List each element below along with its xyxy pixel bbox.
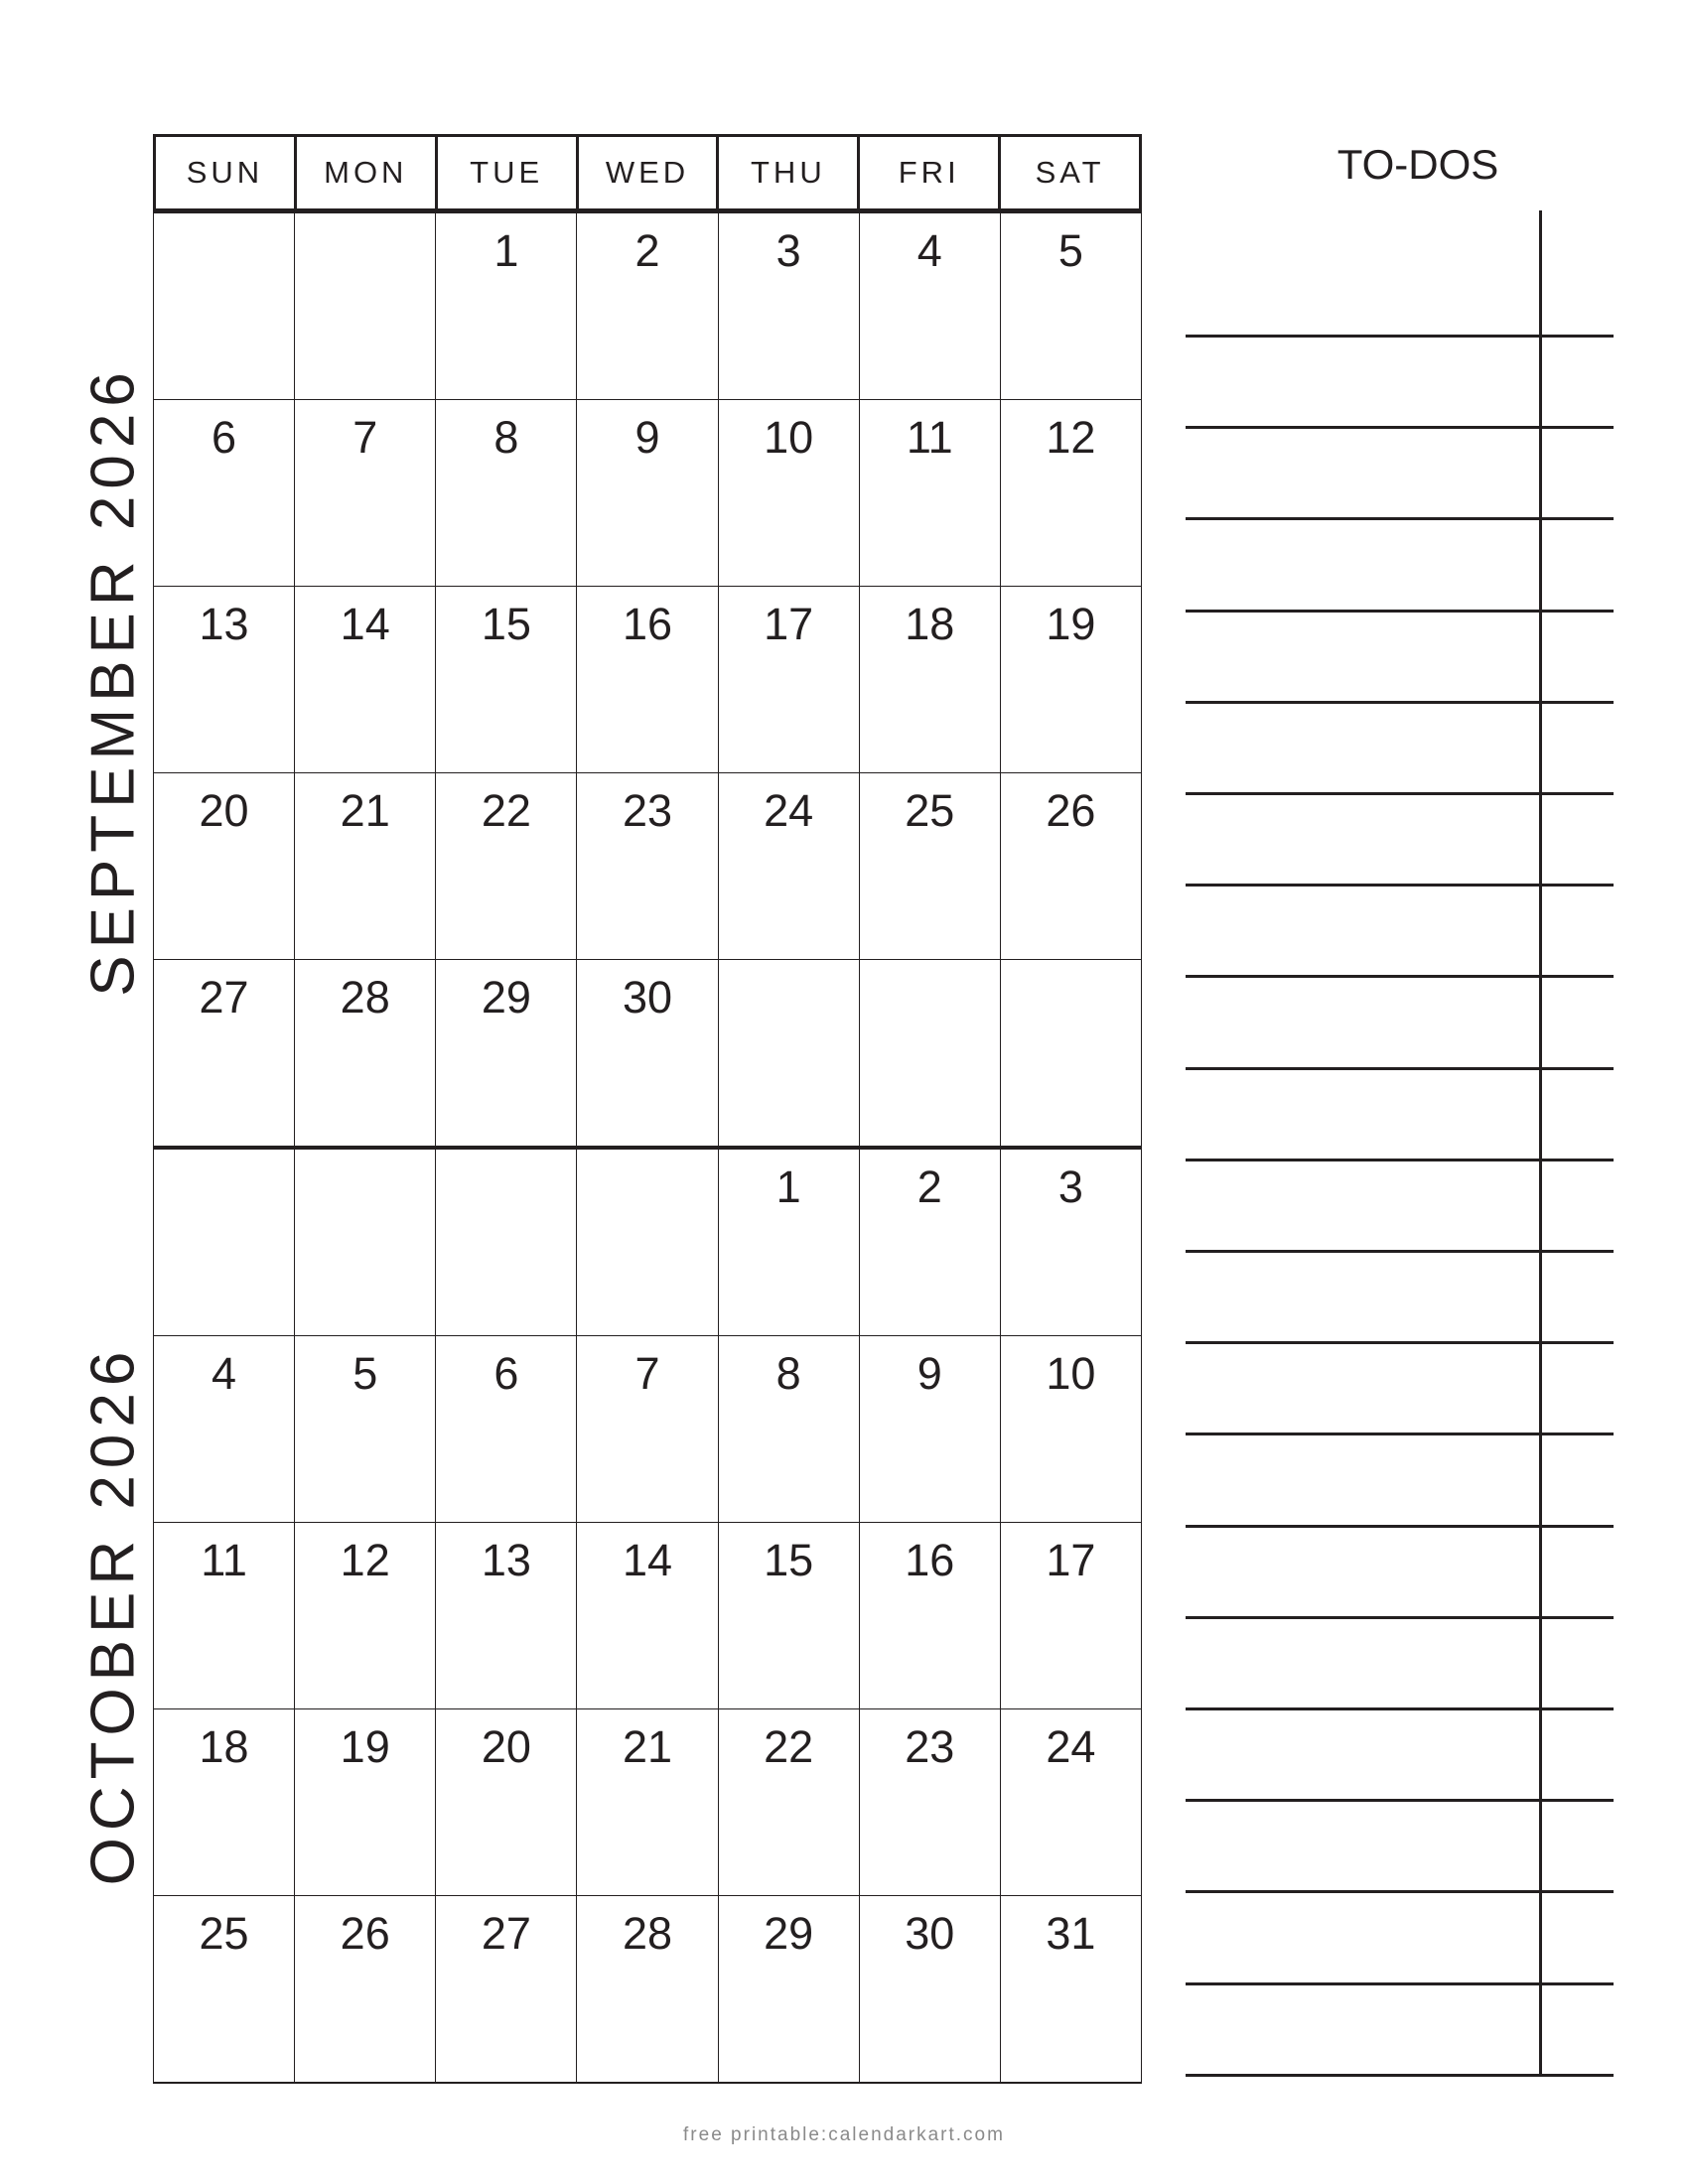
weekday-wed: WED bbox=[576, 137, 717, 208]
day-number: 18 bbox=[199, 1721, 249, 1772]
todos-title: TO-DOS bbox=[1336, 141, 1499, 188]
todo-line[interactable] bbox=[1186, 610, 1614, 613]
day-cell[interactable] bbox=[1000, 960, 1141, 1146]
day-cell[interactable] bbox=[435, 1523, 576, 1708]
day-cell[interactable] bbox=[294, 587, 435, 772]
weekday-tue: TUE bbox=[435, 137, 576, 208]
day-number: 24 bbox=[764, 785, 814, 836]
todo-line[interactable] bbox=[1186, 1341, 1614, 1344]
day-number: 14 bbox=[622, 1535, 673, 1585]
day-cell[interactable] bbox=[154, 1150, 294, 1335]
todo-line[interactable] bbox=[1186, 884, 1614, 887]
day-number: 3 bbox=[775, 225, 801, 276]
day-cell[interactable] bbox=[859, 587, 1000, 772]
month-label: OCTOBER 2026 bbox=[78, 1344, 148, 1886]
day-cell[interactable] bbox=[576, 1150, 717, 1335]
day-cell[interactable] bbox=[718, 1336, 859, 1522]
day-cell[interactable] bbox=[576, 400, 717, 586]
day-cell[interactable] bbox=[576, 1709, 717, 1895]
day-number: 9 bbox=[634, 412, 660, 463]
day-number: 10 bbox=[764, 412, 814, 463]
todos-checkbox-divider bbox=[1539, 210, 1542, 2075]
week-row bbox=[154, 586, 1141, 772]
weekday-sun: SUN bbox=[186, 155, 264, 190]
day-cell[interactable] bbox=[576, 213, 717, 399]
day-number: 4 bbox=[916, 225, 942, 276]
day-number: 11 bbox=[906, 412, 953, 463]
day-cell[interactable] bbox=[1000, 1709, 1141, 1895]
day-cell[interactable] bbox=[718, 1709, 859, 1895]
day-cell[interactable] bbox=[294, 400, 435, 586]
day-number: 4 bbox=[211, 1348, 237, 1399]
day-number: 1 bbox=[493, 225, 519, 276]
day-number: 15 bbox=[764, 1535, 814, 1585]
footer-credit: free printable:calendarkart.com bbox=[683, 2124, 1005, 2145]
day-cell[interactable] bbox=[1000, 1336, 1141, 1522]
day-number: 25 bbox=[199, 1908, 249, 1959]
day-cell[interactable] bbox=[294, 213, 435, 399]
todo-line[interactable] bbox=[1186, 1433, 1614, 1435]
day-number: 29 bbox=[764, 1908, 814, 1959]
weekday-fri: FRI bbox=[857, 137, 998, 208]
day-number: 1 bbox=[775, 1161, 801, 1212]
week-row bbox=[154, 772, 1141, 959]
day-cell[interactable] bbox=[154, 773, 294, 959]
day-cell[interactable] bbox=[718, 587, 859, 772]
day-cell[interactable] bbox=[718, 1150, 859, 1335]
day-number: 3 bbox=[1057, 1161, 1083, 1212]
day-cell[interactable] bbox=[859, 1523, 1000, 1708]
day-cell[interactable] bbox=[1000, 213, 1141, 399]
day-cell[interactable] bbox=[435, 1709, 576, 1895]
day-number: 18 bbox=[905, 599, 955, 649]
todo-line[interactable] bbox=[1186, 1159, 1614, 1161]
day-number: 29 bbox=[481, 972, 531, 1023]
day-number: 13 bbox=[481, 1535, 531, 1585]
day-cell[interactable] bbox=[435, 587, 576, 772]
day-cell[interactable] bbox=[859, 1896, 1000, 2082]
day-number: 17 bbox=[1046, 1535, 1096, 1585]
day-cell[interactable] bbox=[576, 1336, 717, 1522]
day-number: 2 bbox=[634, 225, 660, 276]
day-cell[interactable] bbox=[154, 213, 294, 399]
day-cell[interactable] bbox=[154, 587, 294, 772]
day-cell[interactable] bbox=[294, 1896, 435, 2082]
weekday-thu: THU bbox=[716, 137, 857, 208]
todo-line[interactable] bbox=[1186, 792, 1614, 795]
day-number: 2 bbox=[916, 1161, 942, 1212]
day-cell[interactable] bbox=[718, 960, 859, 1146]
day-number: 25 bbox=[905, 785, 955, 836]
day-number: 28 bbox=[622, 1908, 673, 1959]
todo-line[interactable] bbox=[1186, 1707, 1614, 1710]
todo-line[interactable] bbox=[1186, 335, 1614, 338]
week-row bbox=[154, 1335, 1141, 1522]
day-number: 13 bbox=[199, 599, 249, 649]
day-number: 28 bbox=[340, 972, 390, 1023]
day-cell[interactable] bbox=[435, 773, 576, 959]
todo-line[interactable] bbox=[1186, 1616, 1614, 1619]
day-cell[interactable] bbox=[154, 1523, 294, 1708]
day-cell[interactable] bbox=[718, 213, 859, 399]
day-cell[interactable] bbox=[1000, 1523, 1141, 1708]
day-number: 21 bbox=[622, 1721, 673, 1772]
weekday-header bbox=[153, 134, 1142, 213]
day-cell[interactable] bbox=[1000, 1896, 1141, 2082]
day-cell[interactable] bbox=[294, 1336, 435, 1522]
day-cell[interactable] bbox=[435, 1896, 576, 2082]
day-cell[interactable] bbox=[859, 1709, 1000, 1895]
day-number: 27 bbox=[199, 972, 249, 1023]
day-cell[interactable] bbox=[576, 1523, 717, 1708]
day-number: 6 bbox=[493, 1348, 519, 1399]
todo-line[interactable] bbox=[1186, 1067, 1614, 1070]
day-cell[interactable] bbox=[435, 1150, 576, 1335]
day-number: 30 bbox=[905, 1908, 955, 1959]
day-cell[interactable] bbox=[576, 960, 717, 1146]
day-cell[interactable] bbox=[576, 587, 717, 772]
day-cell[interactable] bbox=[859, 1150, 1000, 1335]
todo-line[interactable] bbox=[1186, 701, 1614, 704]
day-cell[interactable] bbox=[435, 1336, 576, 1522]
month-label: SEPTEMBER 2026 bbox=[78, 365, 148, 997]
day-cell[interactable] bbox=[154, 400, 294, 586]
todo-line[interactable] bbox=[1186, 426, 1614, 429]
day-number: 7 bbox=[634, 1348, 660, 1399]
day-cell[interactable] bbox=[154, 1336, 294, 1522]
day-number: 21 bbox=[340, 785, 390, 836]
day-cell[interactable] bbox=[1000, 773, 1141, 959]
day-cell[interactable] bbox=[718, 773, 859, 959]
day-number: 12 bbox=[1046, 412, 1096, 463]
day-cell[interactable] bbox=[859, 400, 1000, 586]
day-number: 30 bbox=[622, 972, 673, 1023]
day-number: 26 bbox=[1046, 785, 1096, 836]
day-cell[interactable] bbox=[1000, 1150, 1141, 1335]
day-cell[interactable] bbox=[435, 213, 576, 399]
day-cell[interactable] bbox=[435, 400, 576, 586]
month-block bbox=[153, 1146, 1142, 2084]
todo-line[interactable] bbox=[1186, 1799, 1614, 1802]
day-cell[interactable] bbox=[859, 1336, 1000, 1522]
weekday-mon: MON bbox=[294, 137, 435, 208]
todo-line[interactable] bbox=[1186, 517, 1614, 520]
week-row bbox=[154, 1708, 1141, 1895]
day-number: 5 bbox=[1057, 225, 1083, 276]
day-cell[interactable] bbox=[154, 1709, 294, 1895]
day-number: 31 bbox=[1046, 1908, 1096, 1959]
day-cell[interactable] bbox=[294, 773, 435, 959]
day-number: 20 bbox=[199, 785, 249, 836]
day-cell[interactable] bbox=[859, 773, 1000, 959]
day-cell[interactable] bbox=[294, 1709, 435, 1895]
day-cell[interactable] bbox=[718, 1896, 859, 2082]
day-number: 5 bbox=[352, 1348, 378, 1399]
day-number: 9 bbox=[916, 1348, 942, 1399]
day-number: 17 bbox=[764, 599, 814, 649]
todo-line[interactable] bbox=[1186, 1890, 1614, 1893]
weekday-sat: SAT bbox=[998, 137, 1139, 208]
day-cell[interactable] bbox=[718, 400, 859, 586]
day-number: 15 bbox=[481, 599, 531, 649]
month-block bbox=[153, 213, 1142, 1146]
day-cell[interactable] bbox=[859, 960, 1000, 1146]
day-number: 7 bbox=[352, 412, 378, 463]
day-cell[interactable] bbox=[576, 1896, 717, 2082]
day-number: 10 bbox=[1046, 1348, 1096, 1399]
week-row bbox=[154, 959, 1141, 1146]
day-cell[interactable] bbox=[859, 213, 1000, 399]
week-row bbox=[154, 213, 1141, 399]
day-number: 16 bbox=[905, 1535, 955, 1585]
day-number: 6 bbox=[211, 412, 237, 463]
day-cell[interactable] bbox=[1000, 587, 1141, 772]
day-number: 23 bbox=[905, 1721, 955, 1772]
day-cell[interactable] bbox=[718, 1523, 859, 1708]
day-number: 24 bbox=[1046, 1721, 1096, 1772]
day-cell[interactable] bbox=[294, 1523, 435, 1708]
todo-line[interactable] bbox=[1186, 975, 1614, 978]
day-cell[interactable] bbox=[1000, 400, 1141, 586]
day-number: 12 bbox=[340, 1535, 390, 1585]
week-row bbox=[154, 1895, 1141, 2082]
day-number: 22 bbox=[764, 1721, 814, 1772]
day-cell[interactable] bbox=[154, 1896, 294, 2082]
day-number: 16 bbox=[622, 599, 673, 649]
day-number: 22 bbox=[481, 785, 531, 836]
calendar-grid bbox=[153, 134, 1142, 2084]
day-number: 11 bbox=[201, 1535, 247, 1585]
day-cell[interactable] bbox=[294, 1150, 435, 1335]
day-number: 26 bbox=[340, 1908, 390, 1959]
day-number: 23 bbox=[622, 785, 673, 836]
todo-line[interactable] bbox=[1186, 2074, 1614, 2077]
day-number: 19 bbox=[1046, 599, 1096, 649]
day-cell[interactable] bbox=[576, 773, 717, 959]
todo-line[interactable] bbox=[1186, 1982, 1614, 1985]
week-row bbox=[154, 399, 1141, 586]
todo-line[interactable] bbox=[1186, 1250, 1614, 1253]
day-number: 27 bbox=[481, 1908, 531, 1959]
week-row bbox=[154, 1150, 1141, 1335]
day-cell[interactable] bbox=[154, 960, 294, 1146]
day-cell[interactable] bbox=[294, 960, 435, 1146]
week-row bbox=[154, 1522, 1141, 1708]
day-number: 19 bbox=[340, 1721, 390, 1772]
day-number: 8 bbox=[493, 412, 519, 463]
day-number: 8 bbox=[775, 1348, 801, 1399]
day-number: 20 bbox=[481, 1721, 531, 1772]
day-number: 14 bbox=[340, 599, 390, 649]
todo-line[interactable] bbox=[1186, 1525, 1614, 1528]
day-cell[interactable] bbox=[435, 960, 576, 1146]
